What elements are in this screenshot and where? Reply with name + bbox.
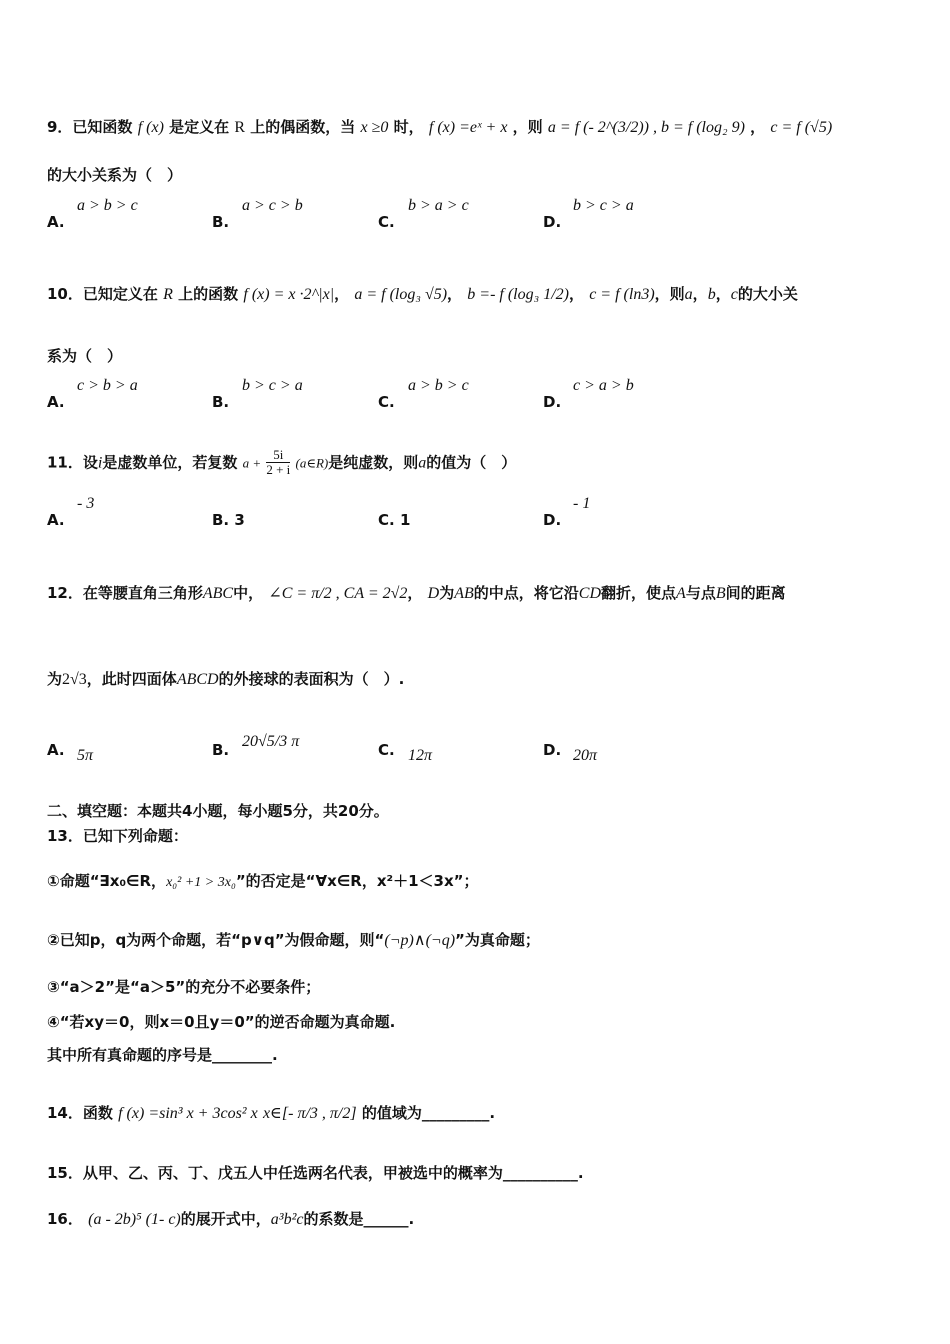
q11-expr-a: a +: [242, 455, 262, 471]
q13-statement-4: ④“若xy＝0，则x＝0且y＝0”的逆否命题为真命题.: [47, 1013, 396, 1031]
q9-abc: a = f (- 2^(3/2)) , b = f (log₂ 9): [547, 119, 745, 136]
q9-mid4: ，则: [512, 118, 543, 136]
q9-option-b-value: a > c > b: [242, 197, 303, 214]
q10-option-c-label: C.: [378, 393, 395, 411]
q11-option-c[interactable]: [378, 511, 410, 529]
q9-option-c-value: b > a > c: [408, 197, 469, 214]
q9-cond: x ≥0: [360, 119, 389, 136]
q12-option-a-value: 5π: [77, 747, 94, 764]
q13-statement-2: [47, 929, 540, 950]
q11-fraction-num: 5i: [266, 448, 290, 463]
q12-dist: 2√3: [62, 671, 87, 688]
q13-s1-pre: ①命题“∃x₀∈R，: [47, 872, 167, 890]
q10-a: a = f (log₃ √5): [354, 286, 448, 303]
q12-option-d-value: 20π: [573, 747, 598, 764]
q11-mid2: 是纯虚数，则: [328, 453, 419, 472]
q12-option-d-label: D.: [543, 741, 562, 759]
q12-pb: B: [715, 585, 726, 602]
q12-prefix: 12．在等腰直角三角形: [47, 584, 203, 602]
question-12-line2: [47, 668, 404, 689]
q12-abcd: ABCD: [176, 671, 219, 688]
q12-line2-mid: ，此时四面体: [86, 670, 177, 688]
q13-s2-pre: ②已知p，q为两个命题，若“p∨q”为假命题，则“: [47, 931, 385, 949]
q9-option-d-value: b > c > a: [573, 197, 634, 214]
q9-option-d-label: D.: [543, 213, 562, 231]
q12-option-b-value: 20√5/3 π: [242, 733, 300, 750]
q12-mid1: 中，: [233, 584, 264, 602]
q12-option-d[interactable]: [543, 741, 598, 764]
q10-tail2: 的大小关: [737, 285, 798, 303]
q11-option-d-value: - 1: [573, 495, 591, 512]
q14-formula: f (x) =sin³ x + 3cos² x: [118, 1105, 258, 1122]
q10-vb: b: [707, 286, 716, 303]
question-10-line2: 系为（ ）: [47, 347, 123, 365]
q12-line2-pre: 为: [47, 670, 63, 688]
q12-option-b[interactable]: [212, 733, 300, 759]
q10-option-c[interactable]: [378, 377, 469, 411]
q9-option-b-label: B.: [212, 213, 230, 231]
question-14: [47, 1102, 495, 1123]
q9-option-c-label: C.: [378, 213, 395, 231]
q10-prefix: 10．已知定义在: [47, 285, 158, 303]
q14-prefix: 14．函数: [47, 1104, 113, 1122]
q13-s1-tail: ”的否定是“∀x∈R，x²＋1＜3x”；: [235, 872, 479, 890]
question-12-line1: 12．在等腰直角三角形ABC中， ∠C = π/2 , CA = 2√2， D为AB的中点，将它沿CD翻折，使点A与点B间的距离: [47, 584, 786, 602]
q12-cond: ∠C = π/2 , CA = 2√2: [268, 585, 408, 602]
q10-b: b =- f (log₃ 1/2): [467, 286, 569, 303]
q12-option-c[interactable]: [378, 741, 433, 764]
q9-option-a[interactable]: [47, 197, 138, 231]
q10-option-b[interactable]: [212, 377, 303, 411]
q11-option-a-value: - 3: [77, 495, 95, 512]
q12-d: D: [427, 585, 440, 602]
q12-abc: ABC: [202, 585, 234, 602]
q13-s2-math: (¬p)∧(¬q): [384, 932, 456, 949]
q9-comma: ，: [750, 118, 766, 136]
q9-option-a-value: a > b > c: [77, 197, 138, 214]
q9-prefix: 9．已知函数: [47, 118, 133, 136]
q10-option-a-label: A.: [47, 393, 65, 411]
q11-fraction: [266, 448, 290, 478]
q9-fx: f (x): [137, 119, 164, 136]
q10-mid1: 上的函数: [178, 285, 239, 303]
q10-c: c = f (ln3): [589, 286, 655, 303]
q12-cd: CD: [578, 585, 602, 602]
q11-prefix: 11．设: [47, 453, 98, 472]
q13-statement-1: [47, 870, 478, 891]
question-13-title: 13．已知下列命题：: [47, 827, 188, 845]
q12-mid4: 翻折，使点: [601, 584, 677, 602]
q11-option-d[interactable]: [543, 495, 591, 529]
q10-va: a: [684, 286, 693, 303]
q11-option-a[interactable]: [47, 495, 95, 529]
q10-option-d-label: D.: [543, 393, 562, 411]
question-15: 15．从甲、乙、丙、丁、戊五人中任选两名代表，甲被选中的概率为__________.: [47, 1164, 584, 1182]
q11-option-b-value: 3: [234, 511, 245, 529]
q14-domain: x∈[- π/3 , π/2]: [262, 1105, 357, 1122]
q10-option-a[interactable]: [47, 377, 138, 411]
question-10-line1: 10．已知定义在 R 上的函数 f (x) = x ·2^|x|， a = f (log₃ √5)， b =- f (log₃ 1/2)， c = f (ln3)，则a，b，c的大小关: [47, 285, 798, 303]
q11-tail: 的值为（ ）: [426, 453, 517, 472]
q10-formula: f (x) = x ·2^|x|: [243, 286, 335, 303]
q13-ask: 其中所有真命题的序号是________.: [47, 1046, 278, 1064]
q12-pa: A: [676, 585, 686, 602]
q14-tail: 的值域为_________.: [361, 1104, 496, 1122]
q12-line2-tail: 的外接球的表面积为（ ）.: [218, 670, 405, 688]
q16-term: a³b²c: [270, 1211, 304, 1228]
q12-option-a-label: A.: [47, 741, 65, 759]
q16-mid: 的展开式中，: [180, 1210, 271, 1228]
question-9-line1: [47, 116, 832, 137]
q11-option-b[interactable]: [212, 511, 245, 529]
section-2-heading: 二、填空题：本题共4小题，每小题5分，共20分。: [47, 802, 389, 820]
q9-option-d[interactable]: [543, 197, 634, 231]
q11-option-a-label: A.: [47, 511, 65, 529]
q10-option-d[interactable]: [543, 377, 634, 411]
q11-option-c-label: C.: [378, 511, 395, 529]
q12-mid5: 与点: [685, 584, 716, 602]
q16-prefix: 16．: [47, 1210, 83, 1228]
q16-tail: 的系数是______.: [303, 1210, 415, 1228]
q12-option-b-label: B.: [212, 741, 230, 759]
q11-i: i: [97, 454, 103, 472]
q9-mid3: 时，: [393, 118, 424, 136]
q11-mid1: 是虚数单位，若复数: [102, 453, 238, 472]
q12-option-a[interactable]: [47, 741, 94, 764]
q13-s1-math: x₀² +1 > 3x₀: [166, 875, 236, 890]
q11-option-d-label: D.: [543, 511, 562, 529]
q12-ab: AB: [454, 585, 474, 602]
q9-c: c = f (√5): [770, 119, 833, 136]
q10-option-c-value: a > b > c: [408, 377, 469, 394]
q12-mid6: 间的距离: [725, 584, 786, 602]
q9-option-c[interactable]: [378, 197, 469, 231]
q10-domain: R: [163, 286, 173, 303]
q9-mid2: 上的偶函数，当: [250, 118, 356, 136]
q11-option-c-value: 1: [399, 511, 411, 529]
q9-mid1: 是定义在: [169, 118, 230, 136]
q9-option-a-label: A.: [47, 213, 65, 231]
question-11-line1: [47, 448, 516, 478]
q10-tail: ，则: [654, 285, 685, 303]
q12-option-c-value: 12π: [408, 747, 433, 764]
q11-fraction-den: 2 + i: [266, 462, 291, 478]
question-16: [47, 1208, 414, 1229]
q12-mid3: 的中点，将它沿: [473, 584, 579, 602]
q9-domain: R: [234, 119, 246, 136]
q12-mid2: 为: [439, 584, 455, 602]
q10-option-d-value: c > a > b: [573, 377, 634, 394]
q13-statement-3: ③“a＞2”是“a＞5”的充分不必要条件；: [47, 978, 321, 996]
q11-cond: (a∈R): [295, 455, 329, 471]
q12-option-c-label: C.: [378, 741, 395, 759]
q16-expr: (a - 2b)⁵ (1- c): [88, 1211, 181, 1228]
q11-va: a: [418, 454, 427, 472]
q10-option-b-label: B.: [212, 393, 230, 411]
q10-option-b-value: b > c > a: [242, 377, 303, 394]
q13-s2-tail: ”为真命题；: [455, 931, 540, 949]
q11-option-b-label: B.: [212, 511, 230, 529]
q10-option-a-value: c > b > a: [77, 377, 138, 394]
q10-vc: c: [730, 286, 738, 303]
q9-option-b[interactable]: [212, 197, 303, 231]
question-9-line2: 的大小关系为（ ）: [47, 166, 183, 184]
q9-formula: f (x) =eˣ + x: [428, 119, 508, 136]
